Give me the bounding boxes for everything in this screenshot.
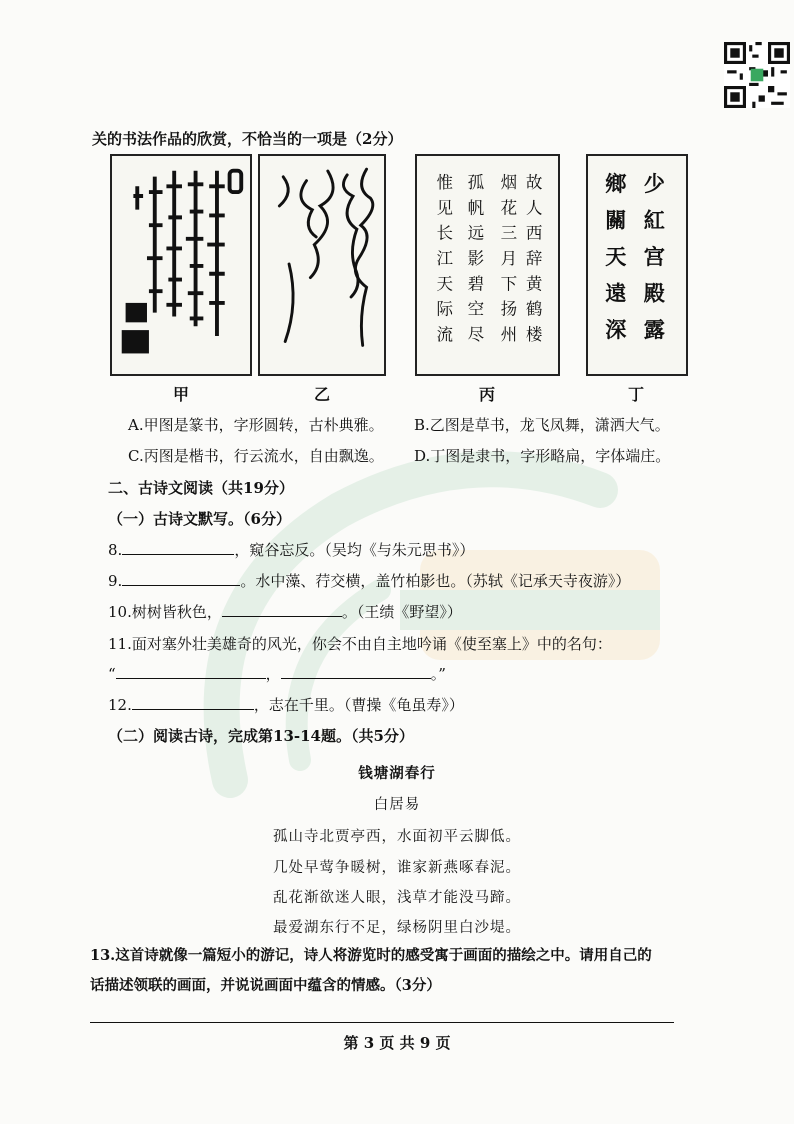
question-12-answer-blank[interactable] [132,695,254,710]
question-10-answer-blank[interactable] [222,602,342,617]
seal-script-artwork [112,156,250,374]
option-a[interactable]: A.甲图是篆书，字形圆转，古朴典雅。 [128,416,384,434]
poem-line-3: 乱花渐欲迷人眼，浅草才能没马蹄。 [273,890,521,906]
subsection-heading-poem-reading: （二）阅读古诗，完成第13-14题。（共5分） [108,727,414,745]
question-8-number: 8. [108,541,123,559]
question-10 [108,602,462,622]
question-9-number: 9. [108,572,123,590]
calligraphy-panel-ding [586,154,688,376]
bing-column-3: 孤帆远影碧空尽 [467,173,485,344]
question-10-prefix: 10.树树皆秋色， [108,603,222,621]
question-12 [108,695,464,715]
question-11-comma: ， [265,665,281,683]
question-10-suffix: 。（王绩《野望》） [341,603,462,621]
calligraphy-panel-yi [258,154,386,376]
question-11-answer-blank-2[interactable] [281,664,431,679]
panel-label-yi: 乙 [313,385,330,404]
clerical-script-artwork [588,156,686,374]
qr-code [724,42,790,108]
cursive-script-artwork [260,156,384,374]
question-8-text: ，窥谷忘反。（吴均《与朱元思书》） [234,541,475,559]
question-11-blanks [108,664,446,684]
poem-author: 白居易 [373,797,421,813]
ding-column-2: 鄉關天遠深 [605,171,627,343]
question-12-number: 12. [108,696,132,714]
calligraphy-question-intro: 关的书法作品的欣赏，不恰当的一项是（2分） [92,130,403,148]
page-number-footer: 第 3 页 共 9 页 [343,1034,451,1052]
question-12-text: ，志在千里。（曹操《龟虽寿》） [253,696,464,714]
question-8 [108,540,474,560]
option-c[interactable]: C.丙图是楷书，行云流水，自由飘逸。 [128,447,384,465]
question-9 [108,571,630,591]
question-13-line-1: 13.这首诗就像一篇短小的游记，诗人将游览时的感受寓于画面的描绘之中。请用自己的 [90,947,652,964]
poem-line-2: 几处早莺争暖树，谁家新燕啄春泥。 [273,860,521,876]
panel-label-jia: 甲 [172,385,189,404]
question-9-text: 。水中藻、荇交横，盖竹柏影也。（苏轼《记承天寺夜游》） [240,572,631,590]
question-11-close-quote: 。” [430,665,446,683]
poem-line-4: 最爱湖东行不足，绿杨阴里白沙堤。 [273,920,521,936]
footer-divider [90,1022,674,1023]
option-b[interactable]: B.乙图是草书，龙飞凤舞，潇洒大气。 [414,416,670,434]
option-d[interactable]: D.丁图是隶书，字形略扁，字体端庄。 [414,447,671,465]
calligraphy-panel-jia [110,154,252,376]
section-heading-classical-reading: 二、古诗文阅读（共19分） [108,479,294,497]
bing-column-2: 烟花三月下扬州 [500,173,518,344]
question-11-answer-blank-1[interactable] [116,664,266,679]
bing-column-4: 惟见长江天际流 [436,173,453,344]
regular-script-artwork [417,156,558,374]
bing-column-1: 故人西辞黄鹤楼 [525,173,543,344]
question-13-line-2: 话描述领联的画面，并说说画面中蕴含的情感。（3分） [90,977,441,994]
panel-label-ding: 丁 [627,385,644,404]
question-11-open-quote: “ [108,665,116,683]
ding-column-1: 少紅宫殿露 [643,171,665,343]
question-9-answer-blank[interactable] [122,571,240,586]
poem-title: 钱塘湖春行 [358,765,436,782]
question-11: 11.面对塞外壮美雄奇的风光，你会不由自主地吟诵《使至塞上》中的名句： [108,635,612,653]
calligraphy-panel-bing [415,154,560,376]
poem-line-1: 孤山寺北贾亭西，水面初平云脚低。 [273,829,521,845]
question-8-answer-blank[interactable] [122,540,234,555]
subsection-heading-recitation: （一）古诗文默写。（6分） [108,510,291,528]
panel-label-bing: 丙 [478,385,495,404]
